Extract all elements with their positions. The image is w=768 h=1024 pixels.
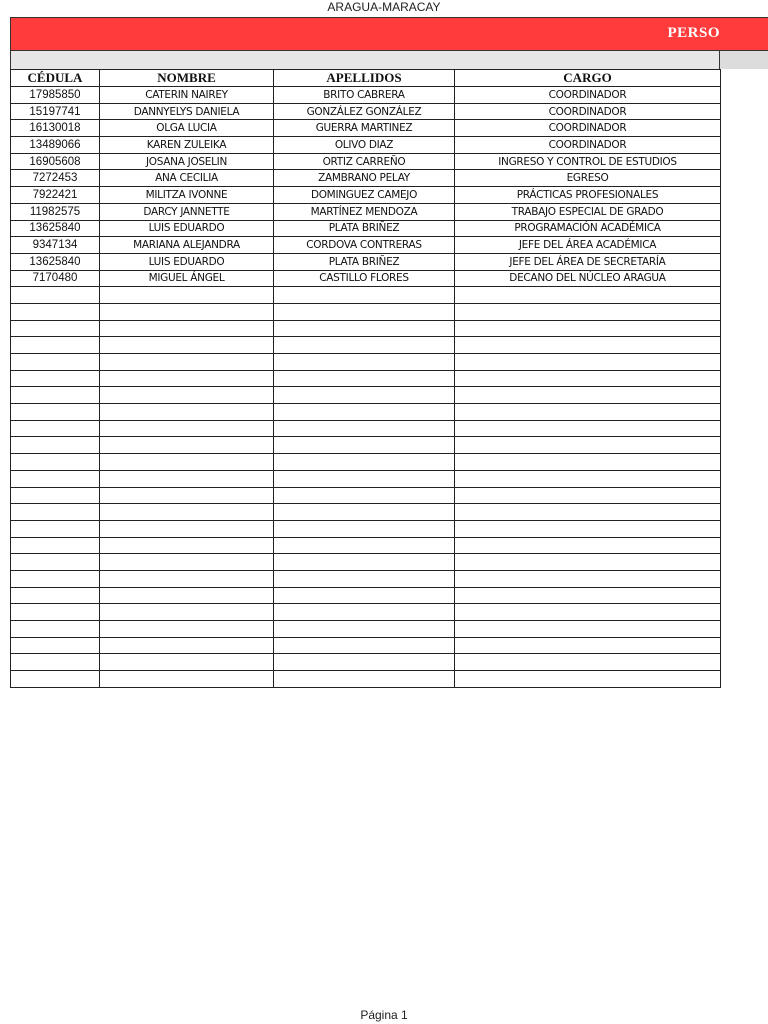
cell-cedula: 13489066 bbox=[11, 137, 100, 154]
table-row bbox=[11, 270, 721, 287]
table-row bbox=[11, 103, 721, 120]
cell-nombre bbox=[100, 337, 274, 354]
cell-nombre bbox=[100, 487, 274, 504]
cell-nombre: MIGUEL ÁNGEL bbox=[100, 270, 274, 287]
cell-nombre bbox=[100, 454, 274, 471]
cell-nombre bbox=[100, 404, 274, 421]
cell-cedula: 16130018 bbox=[11, 120, 100, 137]
cell-cedula bbox=[11, 454, 100, 471]
cell-apellidos: CORDOVA CONTRERAS bbox=[274, 237, 455, 254]
column-header-cargo: CARGO bbox=[455, 70, 721, 87]
table-row bbox=[11, 354, 721, 371]
table-row bbox=[11, 153, 721, 170]
table-row bbox=[11, 454, 721, 471]
cell-cedula bbox=[11, 637, 100, 654]
cell-cargo: JEFE DEL ÁREA DE SECRETARÍA bbox=[455, 253, 721, 270]
table-row bbox=[11, 287, 721, 304]
table-row bbox=[11, 387, 721, 404]
table-row bbox=[11, 404, 721, 421]
cell-apellidos: OLIVO DIAZ bbox=[274, 137, 455, 154]
cell-cargo bbox=[455, 637, 721, 654]
cell-apellidos bbox=[274, 504, 455, 521]
cell-nombre: LUIS EDUARDO bbox=[100, 253, 274, 270]
cell-nombre: DARCY JANNETTE bbox=[100, 203, 274, 220]
cell-apellidos bbox=[274, 337, 455, 354]
cell-cedula bbox=[11, 520, 100, 537]
cell-apellidos: PLATA BRIÑEZ bbox=[274, 253, 455, 270]
personnel-table bbox=[10, 69, 721, 688]
cell-apellidos bbox=[274, 671, 455, 688]
cell-cargo: COORDINADOR bbox=[455, 137, 721, 154]
table-row bbox=[11, 637, 721, 654]
cell-cargo: INGRESO Y CONTROL DE ESTUDIOS bbox=[455, 153, 721, 170]
cell-cargo: TRABAJO ESPECIAL DE GRADO bbox=[455, 203, 721, 220]
cell-apellidos bbox=[274, 354, 455, 371]
cell-cedula bbox=[11, 287, 100, 304]
table-row bbox=[11, 203, 721, 220]
cell-nombre: DANNYELYS DANIELA bbox=[100, 103, 274, 120]
table-row bbox=[11, 520, 721, 537]
cell-cedula bbox=[11, 337, 100, 354]
cell-cedula bbox=[11, 354, 100, 371]
cell-apellidos bbox=[274, 637, 455, 654]
table-row bbox=[11, 437, 721, 454]
cell-cedula: 7272453 bbox=[11, 170, 100, 187]
cell-nombre bbox=[100, 303, 274, 320]
cell-apellidos bbox=[274, 570, 455, 587]
cell-apellidos bbox=[274, 554, 455, 571]
cell-cargo bbox=[455, 520, 721, 537]
cell-nombre: CATERIN NAIREY bbox=[100, 87, 274, 104]
cell-cargo bbox=[455, 470, 721, 487]
cell-cargo bbox=[455, 671, 721, 688]
cell-apellidos bbox=[274, 621, 455, 638]
cell-apellidos bbox=[274, 470, 455, 487]
cell-cargo bbox=[455, 370, 721, 387]
cell-cedula bbox=[11, 654, 100, 671]
cell-nombre: ANA CECILIA bbox=[100, 170, 274, 187]
table-row bbox=[11, 537, 721, 554]
cell-cedula bbox=[11, 437, 100, 454]
cell-cedula: 13625840 bbox=[11, 253, 100, 270]
table-row bbox=[11, 170, 721, 187]
table-row bbox=[11, 253, 721, 270]
cell-cargo: JEFE DEL ÁREA ACADÉMICA bbox=[455, 237, 721, 254]
cell-cargo bbox=[455, 387, 721, 404]
cell-cedula bbox=[11, 487, 100, 504]
cell-cargo: COORDINADOR bbox=[455, 120, 721, 137]
cell-nombre bbox=[100, 637, 274, 654]
table-row bbox=[11, 237, 721, 254]
table-row bbox=[11, 137, 721, 154]
cell-nombre bbox=[100, 520, 274, 537]
cell-cargo bbox=[455, 537, 721, 554]
cell-cargo: COORDINADOR bbox=[455, 87, 721, 104]
cell-apellidos bbox=[274, 387, 455, 404]
table-row bbox=[11, 320, 721, 337]
cell-cargo bbox=[455, 487, 721, 504]
cell-cargo bbox=[455, 504, 721, 521]
cell-cargo: DECANO DEL NÚCLEO ARAGUA bbox=[455, 270, 721, 287]
cell-apellidos: GONZÁLEZ GONZÁLEZ bbox=[274, 103, 455, 120]
cell-nombre bbox=[100, 437, 274, 454]
cell-apellidos bbox=[274, 303, 455, 320]
cell-apellidos: DOMINGUEZ CAMEJO bbox=[274, 187, 455, 204]
banner-title: PERSO bbox=[667, 25, 720, 41]
table-row bbox=[11, 120, 721, 137]
cell-cedula: 7922421 bbox=[11, 187, 100, 204]
table-row bbox=[11, 303, 721, 320]
cell-cargo: PRÁCTICAS PROFESIONALES bbox=[455, 187, 721, 204]
table-row bbox=[11, 570, 721, 587]
cell-nombre: JOSANA JOSELIN bbox=[100, 153, 274, 170]
cell-cargo bbox=[455, 303, 721, 320]
cell-nombre bbox=[100, 554, 274, 571]
cell-nombre bbox=[100, 570, 274, 587]
table-row bbox=[11, 337, 721, 354]
cell-cedula bbox=[11, 621, 100, 638]
cell-cargo bbox=[455, 420, 721, 437]
cell-cedula: 9347134 bbox=[11, 237, 100, 254]
cell-cedula: 15197741 bbox=[11, 103, 100, 120]
cell-nombre bbox=[100, 420, 274, 437]
cell-nombre bbox=[100, 320, 274, 337]
cell-cedula: 11982575 bbox=[11, 203, 100, 220]
cell-cargo bbox=[455, 437, 721, 454]
table-row bbox=[11, 420, 721, 437]
table-row bbox=[11, 504, 721, 521]
cell-cedula bbox=[11, 404, 100, 421]
page-number: Página 1 bbox=[360, 1008, 408, 1022]
table-row bbox=[11, 554, 721, 571]
cell-cargo bbox=[455, 337, 721, 354]
cell-cedula bbox=[11, 387, 100, 404]
cell-cargo bbox=[455, 604, 721, 621]
header-banner bbox=[10, 17, 768, 51]
cell-apellidos bbox=[274, 287, 455, 304]
cell-apellidos bbox=[274, 587, 455, 604]
cell-cedula: 13625840 bbox=[11, 220, 100, 237]
table-row bbox=[11, 671, 721, 688]
table-row bbox=[11, 87, 721, 104]
column-header-nombre: NOMBRE bbox=[100, 70, 274, 87]
cell-nombre: KAREN ZULEIKA bbox=[100, 137, 274, 154]
cell-cargo bbox=[455, 570, 721, 587]
column-header-apellidos: APELLIDOS bbox=[274, 70, 455, 87]
table-header-row bbox=[11, 70, 721, 87]
cell-cargo: EGRESO bbox=[455, 170, 721, 187]
cell-apellidos bbox=[274, 370, 455, 387]
cell-cargo bbox=[455, 621, 721, 638]
table-body bbox=[11, 87, 721, 688]
cell-apellidos bbox=[274, 604, 455, 621]
table-row bbox=[11, 587, 721, 604]
cell-apellidos: ORTIZ CARREÑO bbox=[274, 153, 455, 170]
cell-nombre bbox=[100, 537, 274, 554]
cell-cedula bbox=[11, 554, 100, 571]
table-row bbox=[11, 604, 721, 621]
cell-nombre bbox=[100, 587, 274, 604]
cell-cedula: 7170480 bbox=[11, 270, 100, 287]
cell-cargo bbox=[455, 554, 721, 571]
cell-nombre: MILITZA IVONNE bbox=[100, 187, 274, 204]
cell-apellidos: MARTÍNEZ MENDOZA bbox=[274, 203, 455, 220]
cell-apellidos bbox=[274, 520, 455, 537]
cell-cargo bbox=[455, 454, 721, 471]
column-header-cedula: CÉDULA bbox=[11, 70, 100, 87]
cell-apellidos bbox=[274, 487, 455, 504]
cell-apellidos: PLATA BRIÑEZ bbox=[274, 220, 455, 237]
cell-apellidos: GUERRA MARTINEZ bbox=[274, 120, 455, 137]
cell-apellidos bbox=[274, 437, 455, 454]
table-row bbox=[11, 654, 721, 671]
table-row bbox=[11, 220, 721, 237]
cell-cargo bbox=[455, 320, 721, 337]
cell-cargo bbox=[455, 404, 721, 421]
cell-nombre bbox=[100, 604, 274, 621]
cell-cedula bbox=[11, 320, 100, 337]
cell-cargo: PROGRAMACIÓN ACADÉMICA bbox=[455, 220, 721, 237]
location-title: ARAGUA-MARACAY bbox=[327, 0, 441, 14]
cell-apellidos: CASTILLO FLORES bbox=[274, 270, 455, 287]
cell-cedula bbox=[11, 570, 100, 587]
cell-cargo bbox=[455, 587, 721, 604]
cell-cedula bbox=[11, 587, 100, 604]
cell-apellidos bbox=[274, 320, 455, 337]
cell-cedula bbox=[11, 671, 100, 688]
header-band-cell bbox=[11, 51, 720, 69]
cell-cedula bbox=[11, 420, 100, 437]
cell-cedula: 16905608 bbox=[11, 153, 100, 170]
cell-nombre bbox=[100, 370, 274, 387]
table-row bbox=[11, 470, 721, 487]
cell-apellidos: BRITO CABRERA bbox=[274, 87, 455, 104]
cell-cargo bbox=[455, 654, 721, 671]
table-row bbox=[11, 370, 721, 387]
cell-cedula bbox=[11, 470, 100, 487]
cell-apellidos bbox=[274, 404, 455, 421]
cell-cargo bbox=[455, 287, 721, 304]
cell-cargo bbox=[455, 354, 721, 371]
cell-nombre bbox=[100, 470, 274, 487]
cell-cedula bbox=[11, 537, 100, 554]
table-row bbox=[11, 187, 721, 204]
header-gray-band bbox=[10, 51, 768, 69]
cell-nombre bbox=[100, 387, 274, 404]
cell-nombre: OLGA LUCIA bbox=[100, 120, 274, 137]
cell-cedula: 17985850 bbox=[11, 87, 100, 104]
cell-nombre: LUIS EDUARDO bbox=[100, 220, 274, 237]
cell-nombre bbox=[100, 354, 274, 371]
cell-apellidos bbox=[274, 420, 455, 437]
cell-nombre bbox=[100, 504, 274, 521]
cell-cedula bbox=[11, 504, 100, 521]
cell-nombre: MARIANA ALEJANDRA bbox=[100, 237, 274, 254]
cell-apellidos bbox=[274, 454, 455, 471]
cell-nombre bbox=[100, 671, 274, 688]
cell-cargo: COORDINADOR bbox=[455, 103, 721, 120]
cell-cedula bbox=[11, 604, 100, 621]
cell-cedula bbox=[11, 370, 100, 387]
cell-apellidos bbox=[274, 537, 455, 554]
table-row bbox=[11, 487, 721, 504]
cell-apellidos: ZAMBRANO PELAY bbox=[274, 170, 455, 187]
table-row bbox=[11, 621, 721, 638]
cell-nombre bbox=[100, 287, 274, 304]
cell-cedula bbox=[11, 303, 100, 320]
cell-nombre bbox=[100, 654, 274, 671]
cell-apellidos bbox=[274, 654, 455, 671]
cell-nombre bbox=[100, 621, 274, 638]
